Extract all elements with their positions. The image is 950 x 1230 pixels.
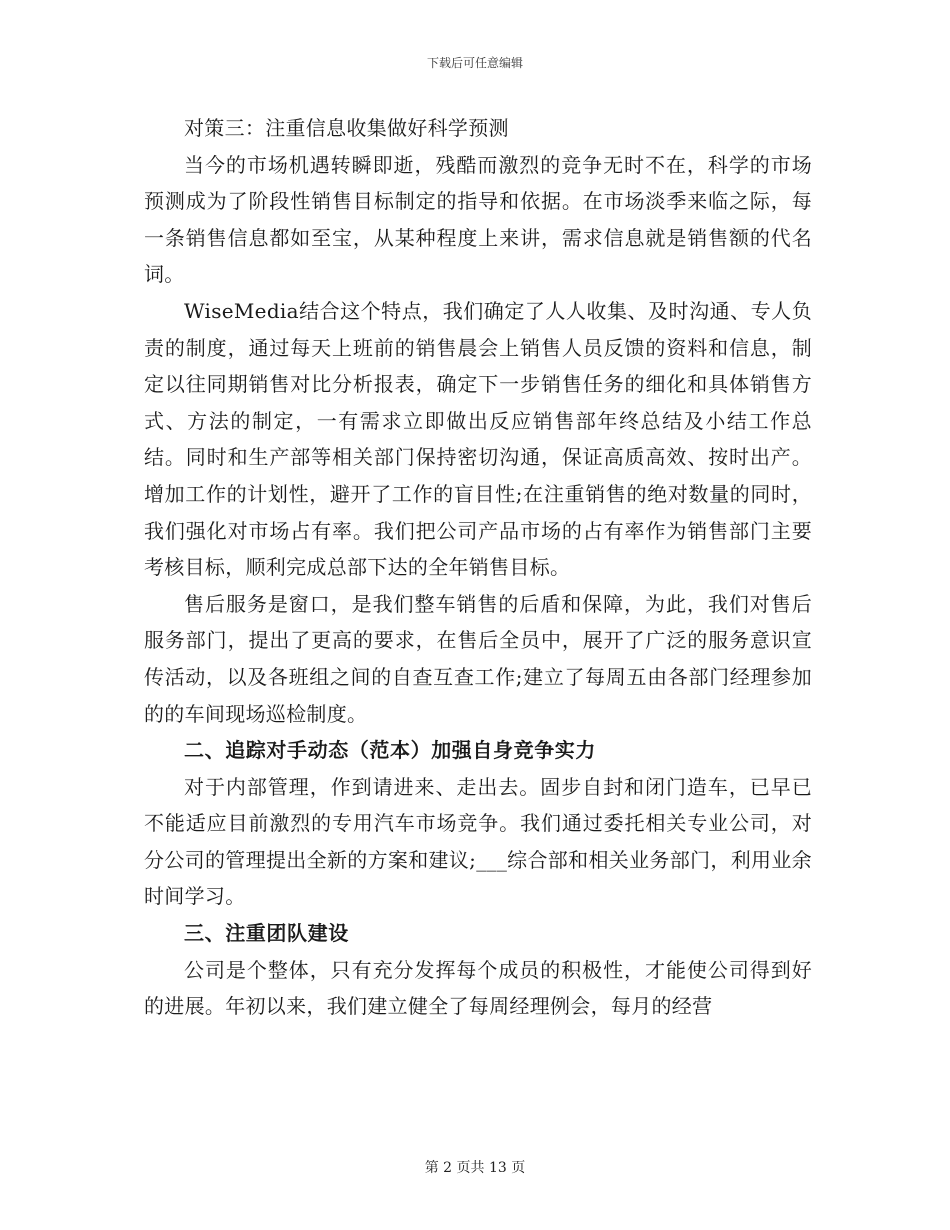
heading-team-building: 三、注重团队建设 bbox=[184, 921, 349, 946]
paragraph-team-building: 公司是个整体，只有充分发挥每个成员的积极性，才能使公司得到好的进展。年初以来，我们建立健全了每周经理例会，每月的经营 bbox=[144, 957, 812, 1019]
page-header-note: 下载后可任意编辑 bbox=[426, 56, 523, 70]
document-body bbox=[144, 110, 812, 1025]
paragraph-market-forecast: 当今的市场机遇转瞬即逝，残酷而激烈的竞争无时不在，科学的市场预测成为了阶段性销售目标制定的指导和依据。在市场淡季来临之际，每一条销售信息都如至宝，从某种程度上来讲，需求信息就是销售额的代名词。 bbox=[144, 152, 812, 287]
section-title-strategy-three: 对策三：注重信息收集做好科学预测 bbox=[184, 116, 509, 140]
page-number: 第 2 页共 13 页 bbox=[424, 1160, 526, 1176]
paragraph-after-sales: 售后服务是窗口，是我们整车销售的后盾和保障，为此，我们对售后服务部门，提出了更高的要求，在售后全员中，展开了广泛的服务意识宣传活动，以及各班组之间的自查互查工作;建立了每周五由各部门经理参加的的车间现场巡检制度。 bbox=[144, 591, 812, 726]
heading-track-competitors: 二、追踪对手动态（范本）加强自身竞争实力 bbox=[184, 738, 596, 763]
paragraph-internal-management: 对于内部管理，作到请进来、走出去。固步自封和闭门造车，已早已不能适应目前激烈的专用汽车市场竞争。我们通过委托相关专业公司，对分公司的管理提出全新的方案和建议;___综合部和相关业务部门，利用业余时间学习。 bbox=[144, 774, 812, 909]
paragraph-wisemedia-system: WiseMedia结合这个特点，我们确定了人人收集、及时沟通、专人负责的制度，通过每天上班前的销售晨会上销售人员反馈的资料和信息，制定以往同期销售对比分析报表，确定下一步销售任务的细化和具体销售方式、方法的制定，一有需求立即做出反应销售部年终总结及小结工作总结。同时和生产部等相关部门保持密切沟通，保证高质高效、按时出产。增加工作的计划性，避开了工作的盲目性;在注重销售的绝对数量的同时，我们强化对市场占有率。我们把公司产品市场的占有率作为销售部门主要考核目标，顺利完成总部下达的全年销售目标。 bbox=[144, 298, 812, 580]
